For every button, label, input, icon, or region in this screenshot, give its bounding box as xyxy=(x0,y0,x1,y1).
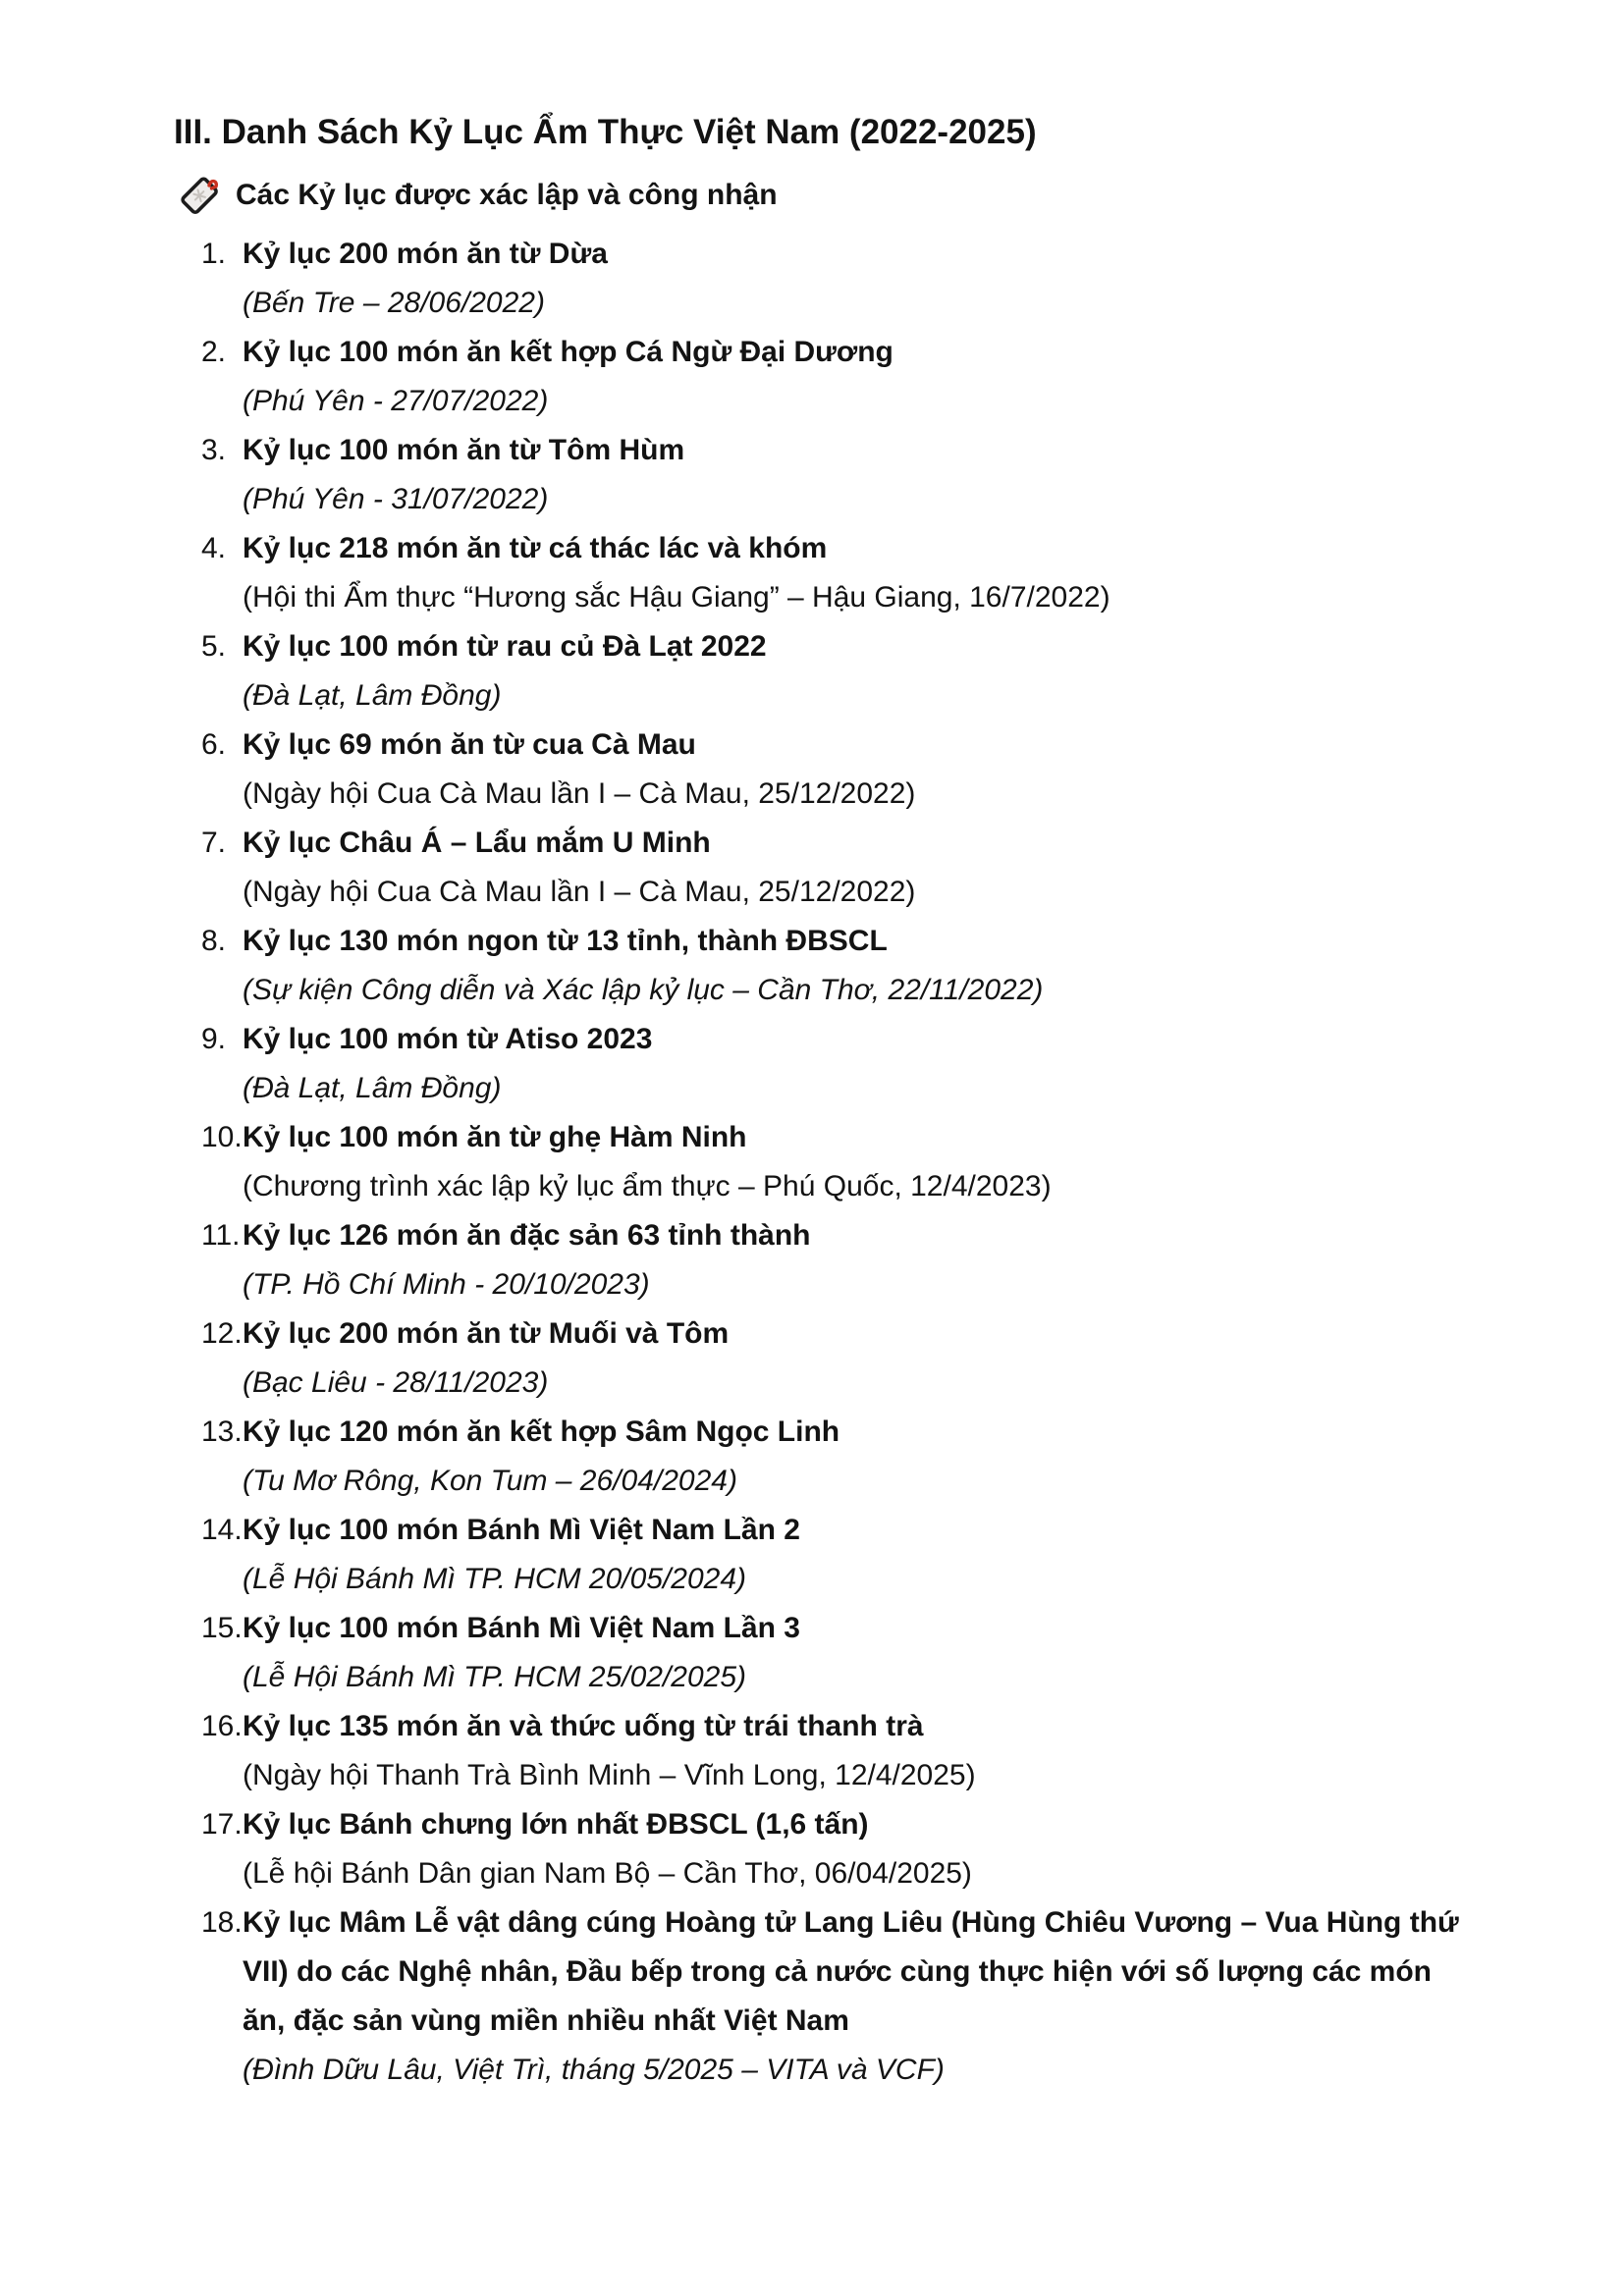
record-title: Kỷ lục 135 món ăn và thức uống từ trái thanh trà xyxy=(243,1710,924,1742)
record-detail: (Ngày hội Thanh Trà Bình Minh – Vĩnh Long, 12/4/2025) xyxy=(243,1759,976,1791)
record-number: 2. xyxy=(201,336,227,368)
record-detail: (Phú Yên - 31/07/2022) xyxy=(243,483,549,515)
record-detail: (Tu Mơ Rông, Kon Tum – 26/04/2024) xyxy=(243,1465,737,1497)
record-detail: (Đình Dữu Lâu, Việt Trì, tháng 5/2025 – VITA và VCF) xyxy=(243,2054,945,2086)
intro-row xyxy=(174,171,1506,220)
record-detail: (Bạc Liêu - 28/11/2023) xyxy=(243,1366,549,1399)
record-number: 11. xyxy=(201,1219,241,1252)
record-content xyxy=(243,622,1475,721)
record-number: 14. xyxy=(201,1514,243,1546)
records-list xyxy=(174,230,1506,2095)
record-content xyxy=(243,1604,1475,1702)
record-title: Kỷ lục 130 món ngon từ 13 tỉnh, thành ĐBSCL xyxy=(243,925,888,957)
record-number: 6. xyxy=(201,728,227,761)
record-title: Kỷ lục 218 món ăn từ cá thác lác và khóm xyxy=(243,532,828,564)
record-item xyxy=(201,1604,1506,1702)
page-title: III. Danh Sách Kỷ Lục Ẩm Thực Việt Nam (2022-2025) xyxy=(174,113,1037,151)
record-content xyxy=(243,1113,1475,1211)
record-number: 16. xyxy=(201,1710,243,1742)
record-title: Kỷ lục 69 món ăn từ cua Cà Mau xyxy=(243,728,696,761)
record-title: Kỷ lục 100 món từ Atiso 2023 xyxy=(243,1023,653,1055)
record-number: 4. xyxy=(201,532,227,564)
record-detail: (Phú Yên - 27/07/2022) xyxy=(243,385,549,417)
record-detail: (TP. Hồ Chí Minh - 20/10/2023) xyxy=(243,1268,650,1301)
record-content xyxy=(243,1211,1475,1309)
record-detail: (Hội thi Ẩm thực “Hương sắc Hậu Giang” – Hậu Giang, 16/7/2022) xyxy=(243,581,1110,614)
record-content xyxy=(243,721,1475,819)
record-item xyxy=(201,819,1506,917)
record-number: 7. xyxy=(201,827,227,859)
record-detail: (Ngày hội Cua Cà Mau lần I – Cà Mau, 25/12/2022) xyxy=(243,777,916,810)
record-title: Kỷ lục 100 món ăn từ ghẹ Hàm Ninh xyxy=(243,1121,747,1153)
record-item xyxy=(201,1211,1506,1309)
record-content xyxy=(243,1015,1475,1113)
record-number: 17. xyxy=(201,1808,243,1841)
record-title: Kỷ lục Bánh chưng lớn nhất ĐBSCL (1,6 tấn) xyxy=(243,1808,869,1841)
record-detail: (Sự kiện Công diễn và Xác lập kỷ lục – Cần Thơ, 22/11/2022) xyxy=(243,974,1044,1006)
record-title: Kỷ lục 200 món ăn từ Dừa xyxy=(243,238,608,270)
record-item xyxy=(201,1408,1506,1506)
record-title: Kỷ lục 200 món ăn từ Muối và Tôm xyxy=(243,1317,730,1350)
record-content xyxy=(243,1408,1475,1506)
record-content xyxy=(243,524,1475,622)
record-item xyxy=(201,524,1506,622)
record-number: 5. xyxy=(201,630,227,663)
record-title: Kỷ lục 126 món ăn đặc sản 63 tỉnh thành xyxy=(243,1219,811,1252)
record-content xyxy=(243,1702,1475,1800)
record-title: Kỷ lục 100 món Bánh Mì Việt Nam Lần 3 xyxy=(243,1612,800,1644)
record-content xyxy=(243,1506,1475,1604)
record-number: 15. xyxy=(201,1612,243,1644)
record-item xyxy=(201,1898,1506,2095)
record-title: Kỷ lục 120 món ăn kết hợp Sâm Ngọc Linh xyxy=(243,1415,840,1448)
record-detail: (Lễ Hội Bánh Mì TP. HCM 25/02/2025) xyxy=(243,1661,747,1693)
record-item xyxy=(201,1800,1506,1898)
record-number: 10. xyxy=(201,1121,243,1153)
record-number: 1. xyxy=(201,238,227,270)
record-content xyxy=(243,426,1475,524)
record-content xyxy=(243,1800,1475,1898)
record-number: 13. xyxy=(201,1415,243,1448)
record-detail: (Lễ Hội Bánh Mì TP. HCM 20/05/2024) xyxy=(243,1563,747,1595)
record-item xyxy=(201,1113,1506,1211)
record-number: 8. xyxy=(201,925,227,957)
record-title: Kỷ lục Mâm Lễ vật dâng cúng Hoàng tử Lang Liêu (Hùng Chiêu Vương – Vua Hùng thứ VII) do các Nghệ nhân, Đầu bếp trong cả nước cùng thực hiện với số lượng các món ăn, đặc sản vùng miền nhiều nhất Việt Nam xyxy=(243,1906,1459,2037)
record-item xyxy=(201,1015,1506,1113)
record-item xyxy=(201,426,1506,524)
record-number: 18. xyxy=(201,1906,243,1939)
record-detail: (Lễ hội Bánh Dân gian Nam Bộ – Cần Thơ, 06/04/2025) xyxy=(243,1857,972,1890)
record-content xyxy=(243,328,1475,426)
record-item xyxy=(201,230,1506,328)
record-detail: (Đà Lạt, Lâm Đồng) xyxy=(243,679,502,712)
record-detail: (Bến Tre – 28/06/2022) xyxy=(243,287,545,319)
record-item xyxy=(201,622,1506,721)
record-detail: (Ngày hội Cua Cà Mau lần I – Cà Mau, 25/12/2022) xyxy=(243,876,916,908)
record-item xyxy=(201,1309,1506,1408)
record-title: Kỷ lục 100 món ăn từ Tôm Hùm xyxy=(243,434,685,466)
record-title: Kỷ lục 100 món ăn kết hợp Cá Ngừ Đại Dương xyxy=(243,336,893,368)
record-detail: (Đà Lạt, Lâm Đồng) xyxy=(243,1072,502,1104)
record-item xyxy=(201,721,1506,819)
record-number: 12. xyxy=(201,1317,243,1350)
record-content xyxy=(243,819,1475,917)
record-number: 9. xyxy=(201,1023,227,1055)
record-content xyxy=(243,917,1475,1015)
record-content xyxy=(243,1309,1475,1408)
record-detail: (Chương trình xác lập kỷ lục ẩm thực – Phú Quốc, 12/4/2023) xyxy=(243,1170,1052,1202)
record-number: 3. xyxy=(201,434,227,466)
record-content xyxy=(243,230,1475,328)
record-item xyxy=(201,1506,1506,1604)
record-title: Kỷ lục Châu Á – Lẩu mắm U Minh xyxy=(243,827,711,859)
tag-icon xyxy=(174,173,223,218)
record-title: Kỷ lục 100 món từ rau củ Đà Lạt 2022 xyxy=(243,630,767,663)
record-item xyxy=(201,328,1506,426)
intro-label: Các Kỷ lục được xác lập và công nhận xyxy=(236,179,778,211)
record-item xyxy=(201,1702,1506,1800)
record-content xyxy=(243,1898,1475,2095)
record-title: Kỷ lục 100 món Bánh Mì Việt Nam Lần 2 xyxy=(243,1514,800,1546)
record-item xyxy=(201,917,1506,1015)
